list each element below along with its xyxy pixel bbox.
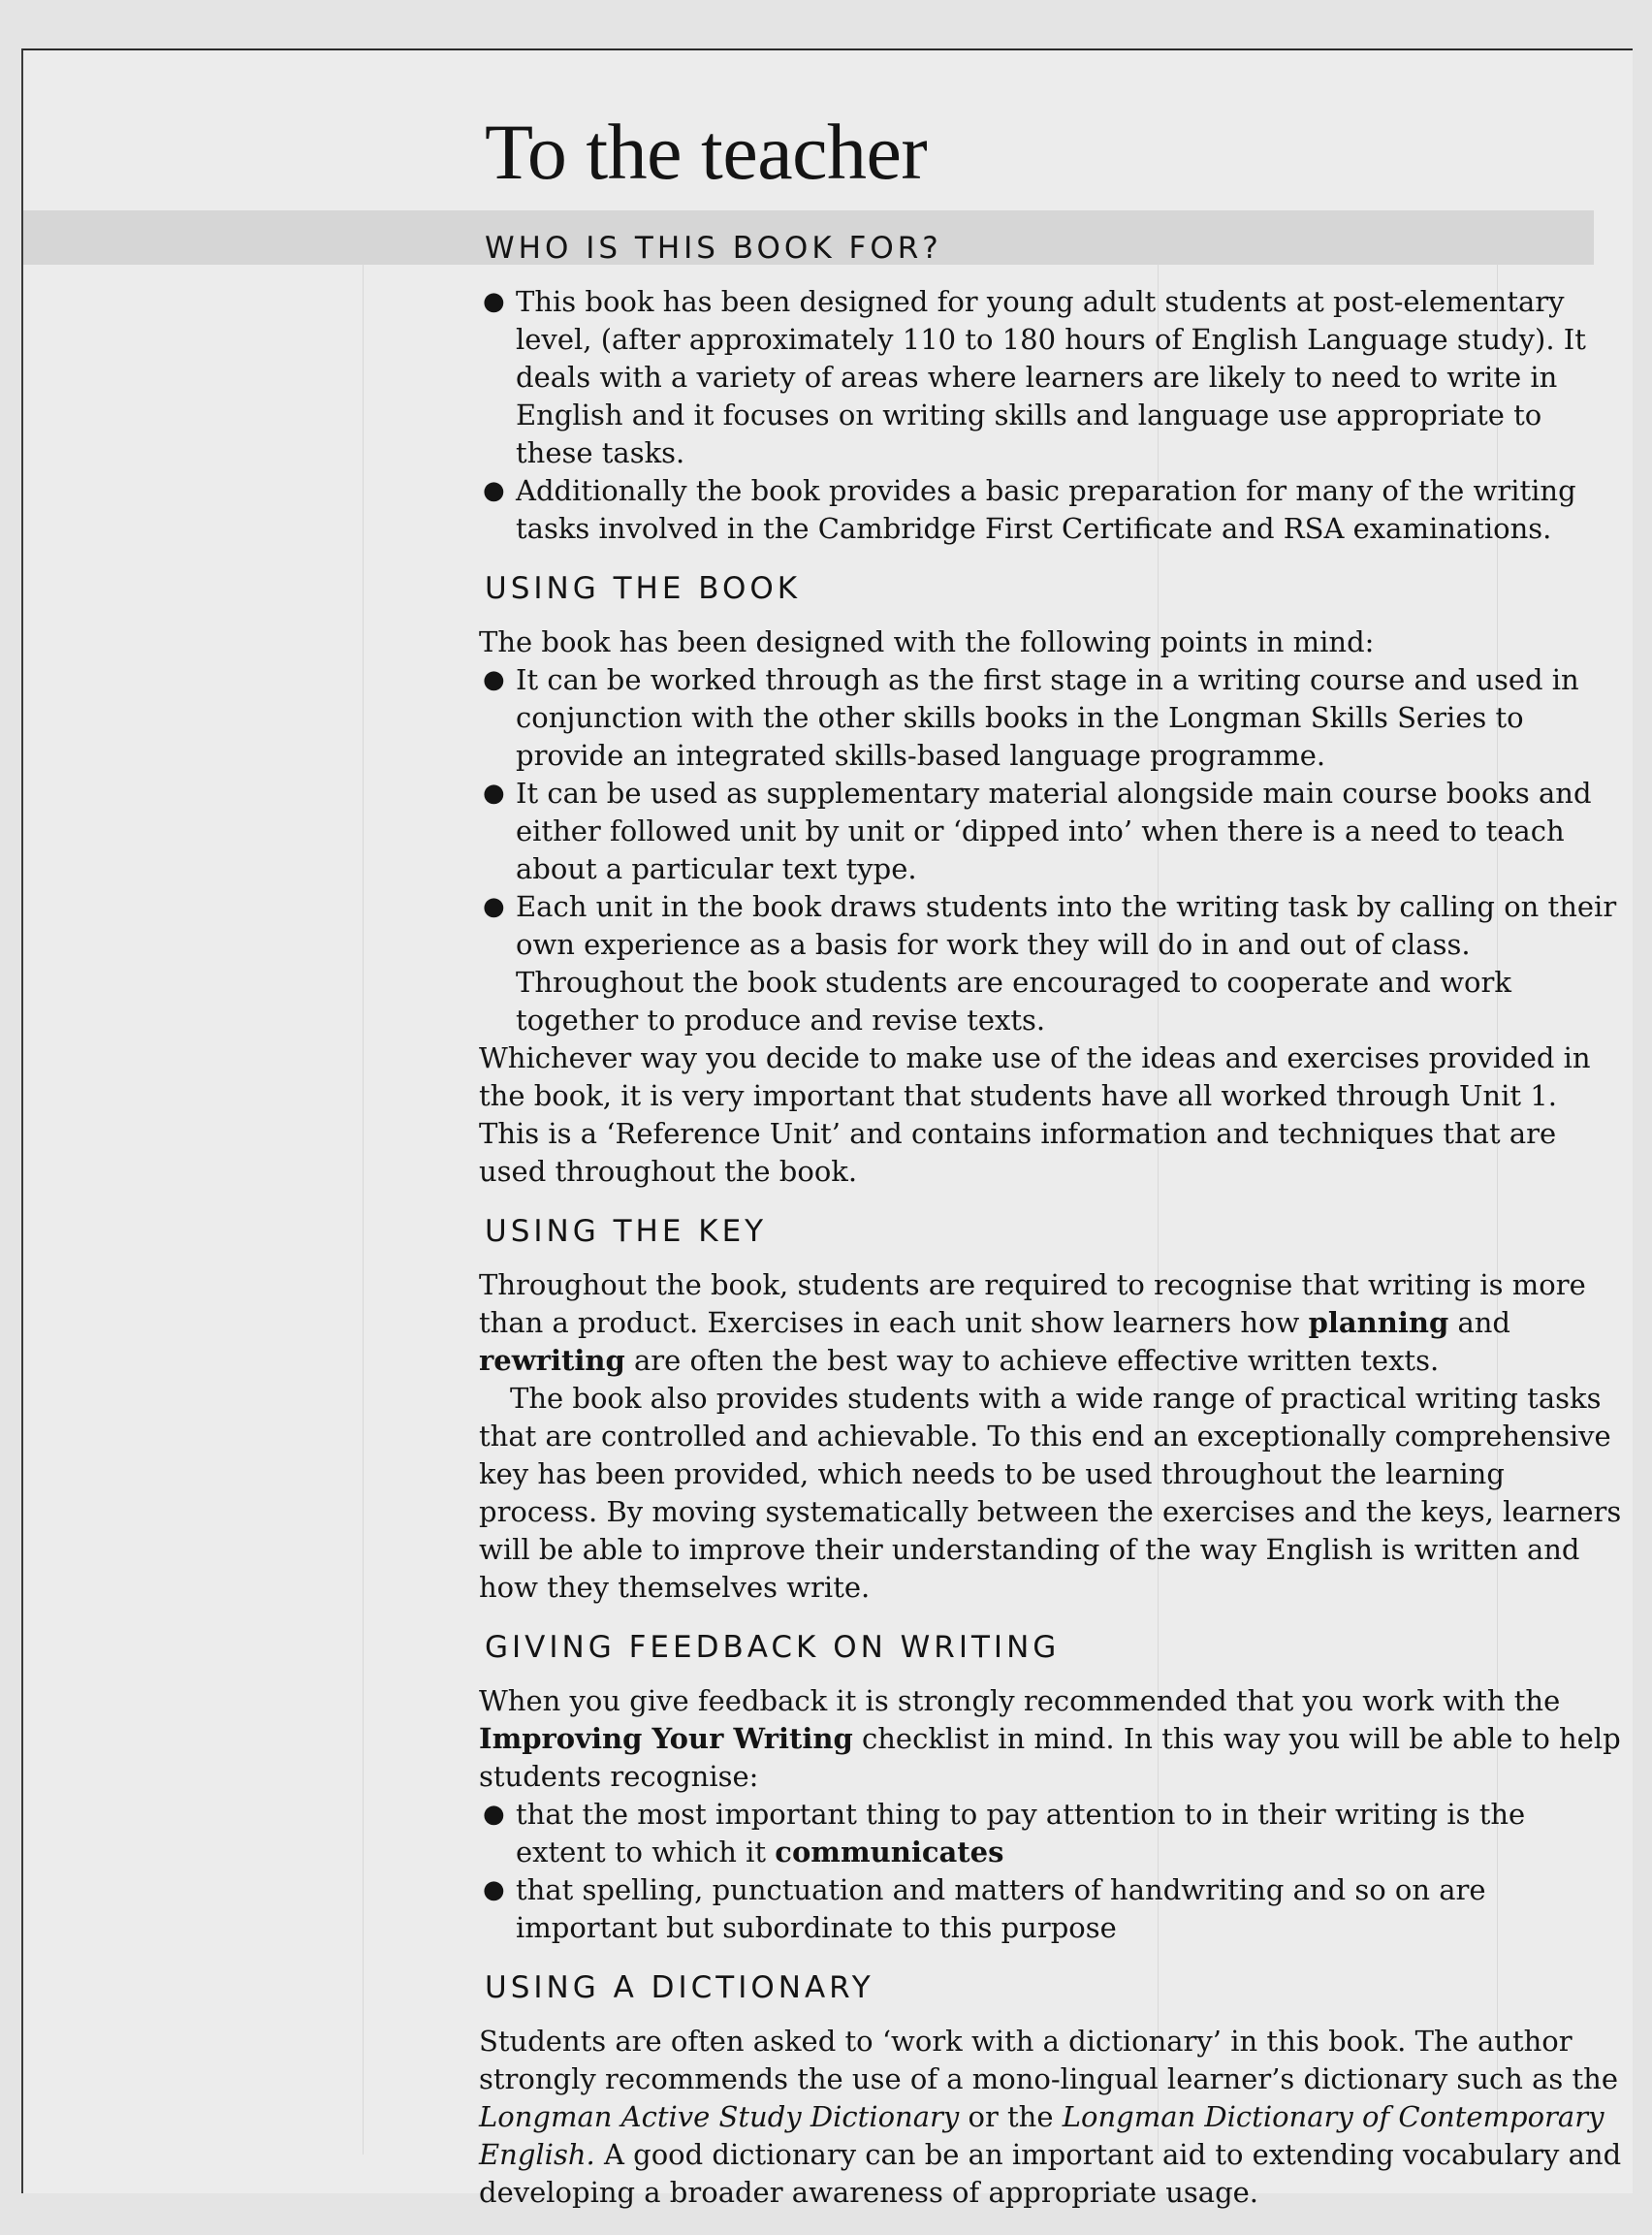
section-feedback <box>479 1630 1623 1947</box>
list-item: ● that the most important thing to pay attention to in their writing is the extent to which it communicates <box>483 1798 1526 1868</box>
show-through-rule <box>363 264 364 2155</box>
bullet-icon: ● <box>483 287 505 316</box>
main-content <box>479 107 1623 2235</box>
section-heading: WHO IS THIS BOOK FOR? <box>485 231 942 266</box>
list-item: ● This book has been designed for young adult students at post-elementary level, (after approximately 110 to 180 hours of English Language study). It deals with a variety of areas where learners are likely to need to write in English and it focuses on writing skills and language use appropriate to these tasks. <box>483 285 1586 469</box>
section-heading: USING THE BOOK <box>485 571 802 606</box>
bullet-icon: ● <box>483 1875 505 1904</box>
bullet-list <box>479 661 1623 1039</box>
bullet-list <box>479 1796 1623 1947</box>
paragraph: The book also provides students with a wide range of practical writing tasks that are controlled and achievable. To this end an exceptionally comprehensive key has been provided, which needs to be used throughout the learning process. By moving systematically between the exercises and the keys, learners will be able to improve their understanding of the way English is written and how they themselves write. <box>479 1382 1622 1604</box>
list-item: ● It can be worked through as the first stage in a writing course and used in conjunction with the other skills books in the Longman Skills Series to provide an integrated skills-based language programme. <box>483 663 1579 772</box>
bullet-list <box>479 283 1623 548</box>
paragraph: The book has been designed with the following points in mind: <box>479 625 1375 658</box>
bullet-icon: ● <box>483 665 505 694</box>
section-using-key <box>479 1214 1623 1607</box>
section-who <box>479 231 1623 548</box>
bullet-icon: ● <box>483 779 505 808</box>
section-using-book <box>479 571 1623 1191</box>
bullet-icon: ● <box>483 892 505 921</box>
section-dictionary <box>479 1970 1623 2212</box>
paragraph: Students are often asked to ‘work with a dictionary’ in this book. The author strongly recommends the use of a mono-lingual learner’s dictionary such as the Longman Active Study Dictionary or the Longman Dictionary of Contemporary English. A good dictionary can be an important aid to extending vocabulary and developing a broader awareness of appropriate usage. <box>479 2025 1622 2209</box>
list-item: ● Each unit in the book draws students into the writing task by calling on their own experience as a basis for work they will do in and out of class. Throughout the book students are encouraged to cooperate and work together to produce and revise texts. <box>483 890 1617 1037</box>
section-heading: GIVING FEEDBACK ON WRITING <box>485 1630 1061 1665</box>
list-item: ● Additionally the book provides a basic preparation for many of the writing tasks involved in the Cambridge First Certificate and RSA examinations. <box>483 474 1576 545</box>
bullet-icon: ● <box>483 1800 505 1829</box>
bullet-icon: ● <box>483 476 505 505</box>
section-heading: USING THE KEY <box>485 1214 768 1249</box>
list-item: ● that spelling, punctuation and matters of handwriting and so on are important but subordinate to this purpose <box>483 1873 1486 1944</box>
paragraph: Whichever way you decide to make use of the ideas and exercises provided in the book, it is very important that students have all worked through Unit 1. This is a ‘Reference Unit’ and contains information and techniques that are used throughout the book. <box>479 1041 1591 1188</box>
paragraph: When you give feedback it is strongly recommended that you work with the Improving Your Writing checklist in mind. In this way you will be able to help students recognise: <box>479 1684 1621 1793</box>
section-heading: USING A DICTIONARY <box>485 1970 874 2005</box>
list-item: ● It can be used as supplementary material alongside main course books and either followed unit by unit or ‘dipped into’ when there is a need to teach about a particular text type. <box>483 777 1592 885</box>
page <box>21 48 1633 2209</box>
paragraph: Throughout the book, students are required to recognise that writing is more than a product. Exercises in each unit show learners how planning and rewriting are often the best way to achieve effective written texts. <box>479 1268 1586 1377</box>
page-title: To the teacher <box>485 108 928 196</box>
